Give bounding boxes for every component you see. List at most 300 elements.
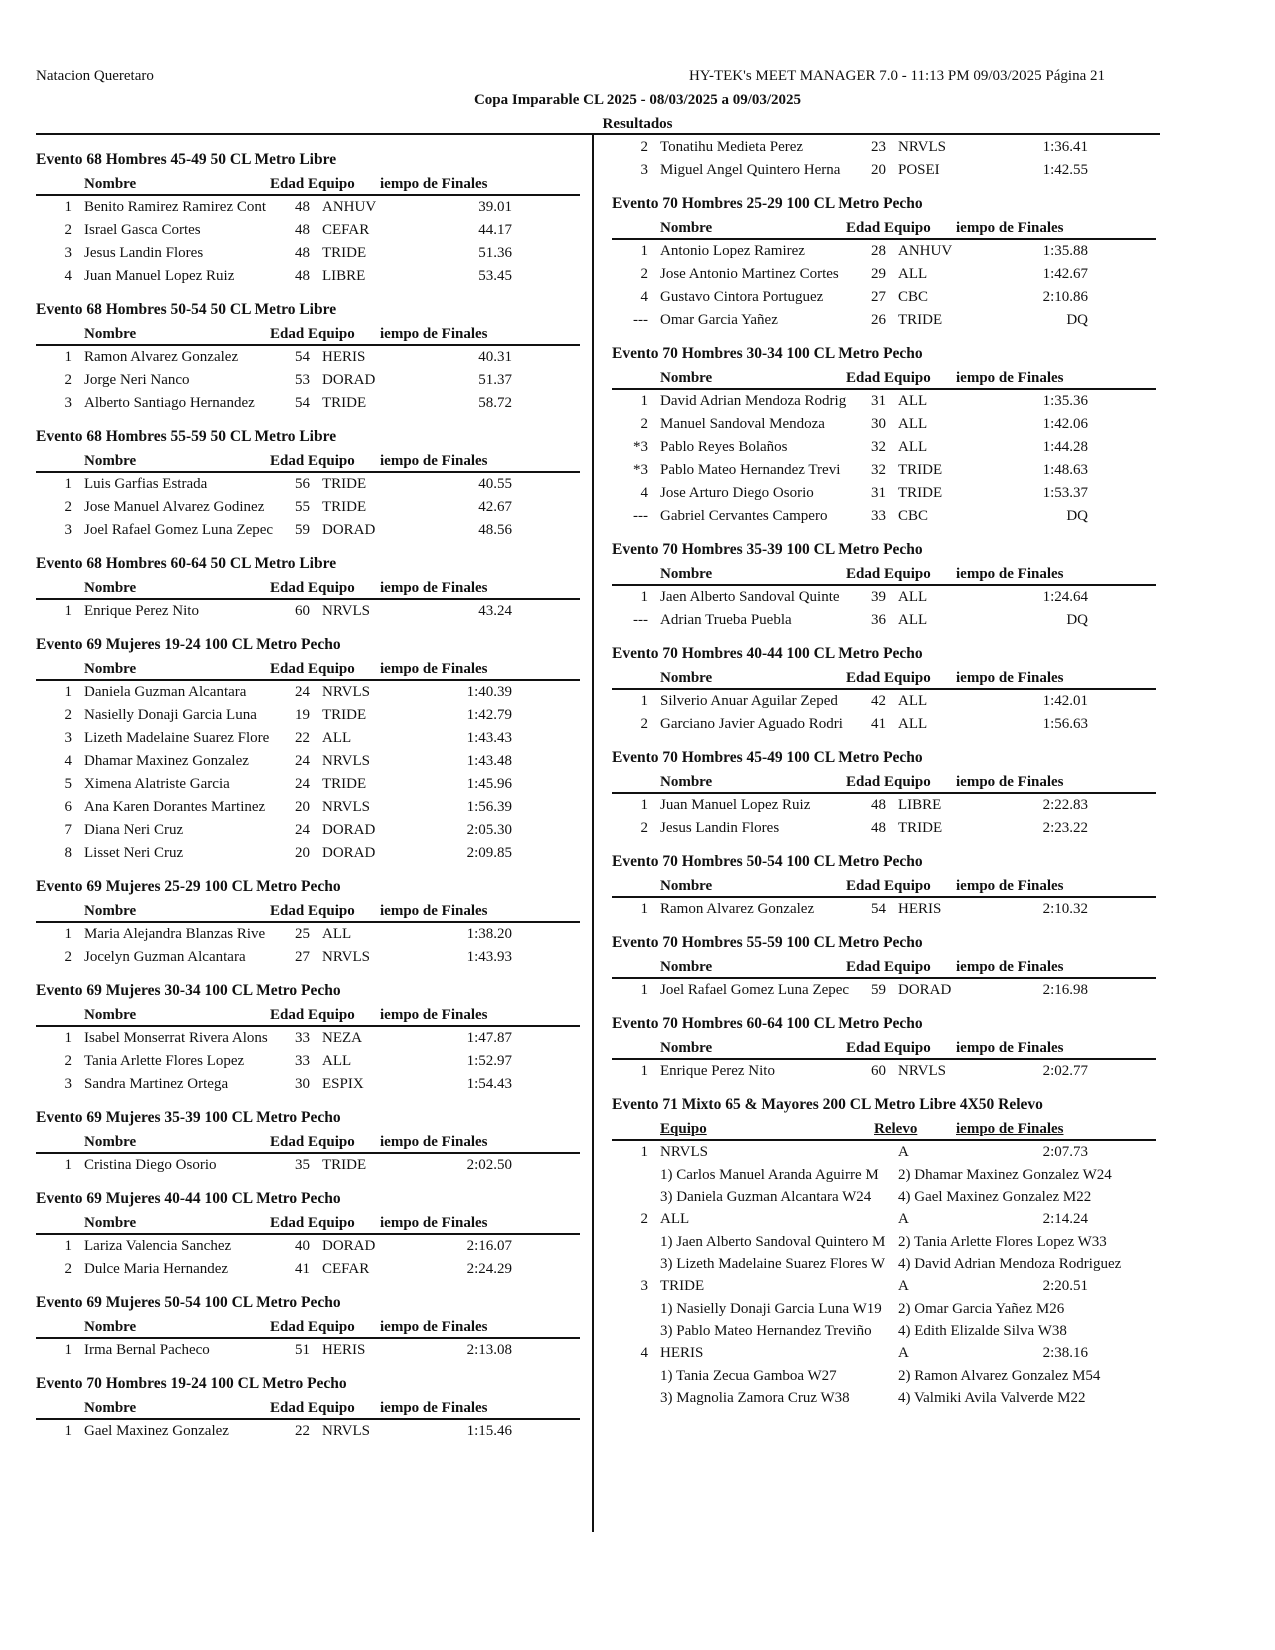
final-time: 1:15.46	[466, 1423, 512, 1439]
swimmer-name: Enrique Perez Nito	[84, 603, 199, 619]
swimmer-name: Silverio Anuar Aguilar Zeped	[660, 693, 838, 709]
header-team: Equipo	[308, 326, 355, 342]
age: 48	[295, 199, 310, 215]
team: CEFAR	[322, 1261, 370, 1277]
final-time: 2:38.16	[1042, 1345, 1088, 1361]
result-row	[612, 436, 1158, 459]
team: DORAD	[322, 822, 376, 838]
age: 33	[295, 1030, 310, 1046]
final-time: 1:42.06	[1042, 416, 1088, 432]
header-team: Equipo	[884, 566, 931, 582]
swimmer-name: Maria Alejandra Blanzas Rive	[84, 926, 266, 942]
age: 35	[295, 1157, 310, 1173]
team: ALL	[898, 416, 928, 432]
place: 2	[64, 1053, 72, 1069]
result-row	[612, 898, 1158, 921]
header-age: Edad	[270, 580, 305, 596]
place: 1	[64, 1423, 72, 1439]
result-row	[36, 681, 582, 704]
event-title: Evento 69 Mujeres 35-39 100 CL Metro Pecho	[36, 1109, 341, 1126]
swimmer-name: Pablo Reyes Bolaños	[660, 439, 788, 455]
header-team: Equipo	[884, 774, 931, 790]
place: 2	[64, 222, 72, 238]
age: 26	[871, 312, 886, 328]
swimmer-name: Nasielly Donaji Garcia Luna	[84, 707, 257, 723]
team: NRVLS	[660, 1144, 708, 1160]
event-section	[36, 1372, 582, 1443]
team: NRVLS	[898, 1063, 946, 1079]
event-section	[36, 298, 582, 415]
final-time: DQ	[1066, 312, 1088, 328]
swimmer-name: Ramon Alvarez Gonzalez	[660, 901, 815, 917]
team: TRIDE	[898, 485, 943, 501]
table-header	[36, 1211, 580, 1235]
header-age: Edad	[846, 220, 881, 236]
event-section	[612, 342, 1158, 528]
place: 1	[640, 693, 648, 709]
age: 48	[871, 797, 886, 813]
age: 32	[871, 439, 886, 455]
swimmer-name: Gael Maxinez Gonzalez	[84, 1423, 229, 1439]
team: HERIS	[898, 901, 942, 917]
event-title: Evento 70 Hombres 35-39 100 CL Metro Pecho	[612, 541, 923, 558]
age: 54	[295, 349, 310, 365]
relay-letter: A	[898, 1278, 909, 1294]
team: TRIDE	[322, 776, 367, 792]
event-section	[612, 642, 1158, 736]
team: ALL	[898, 612, 928, 628]
header-team: Equipo	[308, 176, 355, 192]
event-title: Evento 68 Hombres 60-64 50 CL Metro Libre	[36, 555, 337, 572]
swimmer-name: Dhamar Maxinez Gonzalez	[84, 753, 249, 769]
result-row	[612, 240, 1158, 263]
final-time: 40.31	[478, 349, 512, 365]
age: 48	[295, 245, 310, 261]
header-team: Equipo	[308, 1134, 355, 1150]
event-section	[612, 746, 1158, 840]
place: 3	[640, 162, 648, 178]
header-time: iempo de Finales	[380, 903, 488, 919]
header-team: Equipo	[884, 878, 931, 894]
place: *3	[633, 462, 648, 478]
age: 60	[295, 603, 310, 619]
relay-row	[612, 1141, 1158, 1164]
place: ---	[633, 612, 648, 628]
header-name: Nombre	[660, 566, 713, 582]
header-name: Nombre	[84, 903, 137, 919]
header-age: Edad	[270, 1215, 305, 1231]
result-row	[36, 1027, 582, 1050]
swimmer-name: Gustavo Cintora Portuguez	[660, 289, 824, 305]
header-time: iempo de Finales	[380, 661, 488, 677]
header-team: Equipo	[308, 903, 355, 919]
team: NRVLS	[322, 799, 370, 815]
event-title: Evento 70 Hombres 60-64 100 CL Metro Pecho	[612, 1015, 923, 1032]
age: 30	[295, 1076, 310, 1092]
relay-swimmer: 2) Ramon Alvarez Gonzalez M54	[898, 1368, 1101, 1384]
swimmer-name: Jose Manuel Alvarez Godinez	[84, 499, 265, 515]
result-row	[36, 265, 582, 288]
final-time: 1:54.43	[466, 1076, 512, 1092]
header-team: Equipo	[308, 1007, 355, 1023]
age: 56	[295, 476, 310, 492]
place: 6	[64, 799, 72, 815]
header-age: Edad	[846, 670, 881, 686]
result-row	[36, 369, 582, 392]
final-time: 1:36.41	[1042, 139, 1088, 155]
place: 1	[640, 393, 648, 409]
place: 1	[640, 243, 648, 259]
result-row	[36, 392, 582, 415]
event-title: Evento 71 Mixto 65 & Mayores 200 CL Metro Libre 4X50 Relevo	[612, 1096, 1043, 1113]
age: 24	[295, 776, 310, 792]
header-team: Equipo	[308, 661, 355, 677]
result-row	[36, 923, 582, 946]
relay-section	[612, 1093, 1158, 1409]
header-age: Edad	[270, 1400, 305, 1416]
swimmer-name: Tonatihu Medieta Perez	[660, 139, 804, 155]
team: TRIDE	[322, 1157, 367, 1173]
team: POSEI	[898, 162, 940, 178]
relay-header	[612, 1117, 1156, 1141]
team: ANHUV	[322, 199, 377, 215]
result-row	[612, 690, 1158, 713]
age: 41	[871, 716, 886, 732]
age: 41	[295, 1261, 310, 1277]
table-header	[612, 562, 1156, 586]
header-time: iempo de Finales	[380, 1400, 488, 1416]
swimmer-name: Jose Arturo Diego Osorio	[660, 485, 814, 501]
header-team: Equipo	[308, 1215, 355, 1231]
relay-swimmer: 3) Daniela Guzman Alcantara W24	[660, 1189, 872, 1205]
relay-row	[612, 1275, 1158, 1298]
place: 3	[64, 245, 72, 261]
final-time: 2:14.24	[1042, 1211, 1088, 1227]
page-subtitle: Resultados	[602, 116, 673, 132]
result-row	[612, 136, 1158, 159]
header-name: Nombre	[84, 326, 137, 342]
place: 1	[64, 1238, 72, 1254]
event-section	[612, 931, 1158, 1002]
place: 2	[64, 1261, 72, 1277]
result-row	[612, 263, 1158, 286]
final-time: 2:07.73	[1042, 1144, 1088, 1160]
age: 24	[295, 684, 310, 700]
result-row	[36, 1050, 582, 1073]
table-header	[612, 216, 1156, 240]
swimmer-name: Jorge Neri Nanco	[84, 372, 190, 388]
team: HERIS	[322, 1342, 366, 1358]
age: 25	[295, 926, 310, 942]
team: TRIDE	[898, 820, 943, 836]
header-age: Edad	[270, 903, 305, 919]
team: ALL	[898, 393, 928, 409]
final-time: 1:52.97	[466, 1053, 512, 1069]
final-time: 1:40.39	[466, 684, 512, 700]
final-time: 42.67	[478, 499, 512, 515]
header-age: Edad	[846, 878, 881, 894]
relay-swimmer: 1) Nasielly Donaji Garcia Luna W19	[660, 1301, 882, 1317]
result-row	[612, 713, 1158, 736]
event-section	[36, 1291, 582, 1362]
team: DORAD	[322, 1238, 376, 1254]
team: ESPIX	[322, 1076, 364, 1092]
relay-swimmer: 4) Gael Maxinez Gonzalez M22	[898, 1189, 1092, 1205]
result-row	[36, 773, 582, 796]
place: 1	[64, 1157, 72, 1173]
result-row	[36, 600, 582, 623]
header-age: Edad	[846, 774, 881, 790]
place: 2	[640, 416, 648, 432]
relay-swimmers	[612, 1298, 1158, 1320]
team: ALL	[322, 926, 352, 942]
swimmer-name: Dulce Maria Hernandez	[84, 1261, 229, 1277]
final-time: 2:24.29	[466, 1261, 512, 1277]
swimmer-name: Sandra Martinez Ortega	[84, 1076, 229, 1092]
result-row	[612, 794, 1158, 817]
place: 1	[64, 476, 72, 492]
relay-swimmers	[612, 1164, 1158, 1186]
age: 54	[871, 901, 886, 917]
result-row	[36, 750, 582, 773]
team: LIBRE	[322, 268, 366, 284]
team: CBC	[898, 508, 929, 524]
swimmer-name: Miguel Angel Quintero Herna	[660, 162, 841, 178]
relay-swimmers	[612, 1186, 1158, 1208]
swimmer-name: Juan Manuel Lopez Ruiz	[660, 797, 811, 813]
age: 20	[871, 162, 886, 178]
header-time: iempo de Finales	[956, 1121, 1064, 1137]
swimmer-name: Lisset Neri Cruz	[84, 845, 184, 861]
result-row	[612, 1060, 1158, 1083]
left-column	[36, 148, 582, 1453]
table-header	[36, 322, 580, 346]
table-header	[36, 449, 580, 473]
team: TRIDE	[322, 395, 367, 411]
age: 53	[295, 372, 310, 388]
event-title: Evento 70 Hombres 50-54 100 CL Metro Pecho	[612, 853, 923, 870]
swimmer-name: Adrian Trueba Puebla	[660, 612, 792, 628]
header-time: iempo de Finales	[380, 1319, 488, 1335]
header-name: Nombre	[84, 453, 137, 469]
team: CEFAR	[322, 222, 370, 238]
table-header	[612, 666, 1156, 690]
table-header	[612, 874, 1156, 898]
swimmer-name: Pablo Mateo Hernandez Trevi	[660, 462, 841, 478]
final-time: 40.55	[478, 476, 512, 492]
final-time: 1:53.37	[1042, 485, 1088, 501]
relay-swimmer: 3) Pablo Mateo Hernandez Treviño	[660, 1323, 872, 1339]
header-team: Equipo	[884, 670, 931, 686]
final-time: 51.37	[478, 372, 512, 388]
place: 3	[64, 730, 72, 746]
swimmer-name: Daniela Guzman Alcantara	[84, 684, 247, 700]
age: 27	[295, 949, 310, 965]
age: 23	[871, 139, 886, 155]
relay-letter: A	[898, 1211, 909, 1227]
table-header	[612, 955, 1156, 979]
result-row	[612, 482, 1158, 505]
swimmer-name: Lizeth Madelaine Suarez Flore	[84, 730, 270, 746]
final-time: 1:42.67	[1042, 266, 1088, 282]
relay-letter: A	[898, 1144, 909, 1160]
event-title: Evento 69 Mujeres 30-34 100 CL Metro Pecho	[36, 982, 341, 999]
result-row	[612, 979, 1158, 1002]
result-row	[36, 346, 582, 369]
table-header	[36, 1003, 580, 1027]
place: 7	[64, 822, 72, 838]
event-title: Evento 69 Mujeres 19-24 100 CL Metro Pecho	[36, 636, 341, 653]
event-title: Evento 69 Mujeres 40-44 100 CL Metro Pecho	[36, 1190, 341, 1207]
header-name: Nombre	[84, 1319, 137, 1335]
result-row	[36, 473, 582, 496]
event-title: Evento 69 Mujeres 25-29 100 CL Metro Pecho	[36, 878, 341, 895]
team: ALL	[322, 730, 352, 746]
place: 1	[640, 1063, 648, 1079]
event-title: Evento 68 Hombres 55-59 50 CL Metro Libre	[36, 428, 337, 445]
swimmer-name: Jesus Landin Flores	[660, 820, 780, 836]
header-time: iempo de Finales	[380, 1007, 488, 1023]
team: ALL	[898, 439, 928, 455]
team: DORAD	[322, 372, 376, 388]
age: 59	[871, 982, 886, 998]
relay-swimmers	[612, 1231, 1158, 1253]
place: 2	[64, 949, 72, 965]
header-team: Equipo	[308, 580, 355, 596]
header-team: Equipo	[308, 1319, 355, 1335]
organization-name: Natacion Queretaro	[36, 68, 154, 84]
relay-swimmer: 3) Magnolia Zamora Cruz W38	[660, 1390, 850, 1406]
result-row	[36, 242, 582, 265]
event-section	[612, 850, 1158, 921]
relay-swimmers	[612, 1365, 1158, 1387]
result-row	[36, 704, 582, 727]
swimmer-name: Joel Rafael Gomez Luna Zepec	[660, 982, 850, 998]
final-time: 53.45	[478, 268, 512, 284]
header-time: iempo de Finales	[956, 1040, 1064, 1056]
result-row	[36, 1420, 582, 1443]
swimmer-name: Irma Bernal Pacheco	[84, 1342, 210, 1358]
header-age: Edad	[846, 566, 881, 582]
result-row	[36, 1258, 582, 1281]
event-title: Evento 70 Hombres 25-29 100 CL Metro Pecho	[612, 195, 923, 212]
event-section	[612, 192, 1158, 332]
final-time: 2:02.77	[1042, 1063, 1088, 1079]
header-time: iempo de Finales	[956, 878, 1064, 894]
header-age: Edad	[846, 959, 881, 975]
age: 48	[871, 820, 886, 836]
table-header	[612, 366, 1156, 390]
team: NRVLS	[322, 753, 370, 769]
final-time: 2:05.30	[466, 822, 512, 838]
event-section	[36, 1106, 582, 1177]
age: 22	[295, 730, 310, 746]
place: 3	[64, 395, 72, 411]
team: ALL	[898, 716, 928, 732]
table-header	[612, 770, 1156, 794]
header-name: Nombre	[84, 1007, 137, 1023]
header-age: Edad	[270, 1319, 305, 1335]
relay-swimmer: 3) Lizeth Madelaine Suarez Flores W	[660, 1256, 886, 1272]
table-header	[36, 1396, 580, 1420]
team: CBC	[898, 289, 929, 305]
header-team: Equipo	[308, 1400, 355, 1416]
final-time: 1:35.36	[1042, 393, 1088, 409]
swimmer-name: Tania Arlette Flores Lopez	[84, 1053, 245, 1069]
place: 1	[64, 603, 72, 619]
relay-swimmer: 2) Dhamar Maxinez Gonzalez W24	[898, 1167, 1112, 1183]
age: 48	[295, 222, 310, 238]
result-row	[36, 1154, 582, 1177]
swimmer-name: Alberto Santiago Hernandez	[84, 395, 255, 411]
header-name: Nombre	[84, 1134, 137, 1150]
place: 4	[640, 289, 648, 305]
event-title: Evento 70 Hombres 30-34 100 CL Metro Pecho	[612, 345, 923, 362]
final-time: 2:22.83	[1042, 797, 1088, 813]
team: LIBRE	[898, 797, 942, 813]
place: 8	[64, 845, 72, 861]
final-time: DQ	[1066, 508, 1088, 524]
age: 19	[295, 707, 310, 723]
result-row	[612, 609, 1158, 632]
place: 4	[640, 1345, 648, 1361]
relay-swimmer: 4) Valmiki Avila Valverde M22	[898, 1390, 1086, 1406]
swimmer-name: Jocelyn Guzman Alcantara	[84, 949, 246, 965]
header-time: iempo de Finales	[380, 580, 488, 596]
team: ALL	[322, 1053, 352, 1069]
age: 20	[295, 845, 310, 861]
result-row	[612, 286, 1158, 309]
age: 33	[871, 508, 886, 524]
event-section	[36, 148, 582, 288]
team: TRIDE	[322, 245, 367, 261]
result-row	[36, 727, 582, 750]
result-row	[612, 459, 1158, 482]
swimmer-name: Ximena Alatriste Garcia	[84, 776, 230, 792]
header-rule	[36, 133, 1160, 135]
place: 1	[64, 684, 72, 700]
place: 3	[640, 1278, 648, 1294]
age: 22	[295, 1423, 310, 1439]
relay-letter: A	[898, 1345, 909, 1361]
header-name: Nombre	[84, 661, 137, 677]
place: 1	[64, 926, 72, 942]
team: NRVLS	[322, 949, 370, 965]
team: NRVLS	[322, 684, 370, 700]
header-time: iempo de Finales	[956, 370, 1064, 386]
header-age: Edad	[270, 661, 305, 677]
place: ---	[633, 312, 648, 328]
team: ALL	[898, 693, 928, 709]
age: 36	[871, 612, 886, 628]
event-title: Evento 70 Hombres 19-24 100 CL Metro Pecho	[36, 1375, 347, 1392]
result-row	[612, 413, 1158, 436]
result-row	[36, 496, 582, 519]
swimmer-name: Jaen Alberto Sandoval Quinte	[660, 589, 840, 605]
team: TRIDE	[898, 312, 943, 328]
swimmer-name: Jose Antonio Martinez Cortes	[660, 266, 839, 282]
final-time: 1:56.63	[1042, 716, 1088, 732]
event-section	[36, 633, 582, 865]
age: 29	[871, 266, 886, 282]
header-age: Edad	[270, 453, 305, 469]
relay-swimmer: 4) David Adrian Mendoza Rodriguez	[898, 1256, 1122, 1272]
final-time: 2:02.50	[466, 1157, 512, 1173]
final-time: 39.01	[478, 199, 512, 215]
place: 5	[64, 776, 72, 792]
final-time: 1:42.79	[466, 707, 512, 723]
final-time: 44.17	[478, 222, 512, 238]
